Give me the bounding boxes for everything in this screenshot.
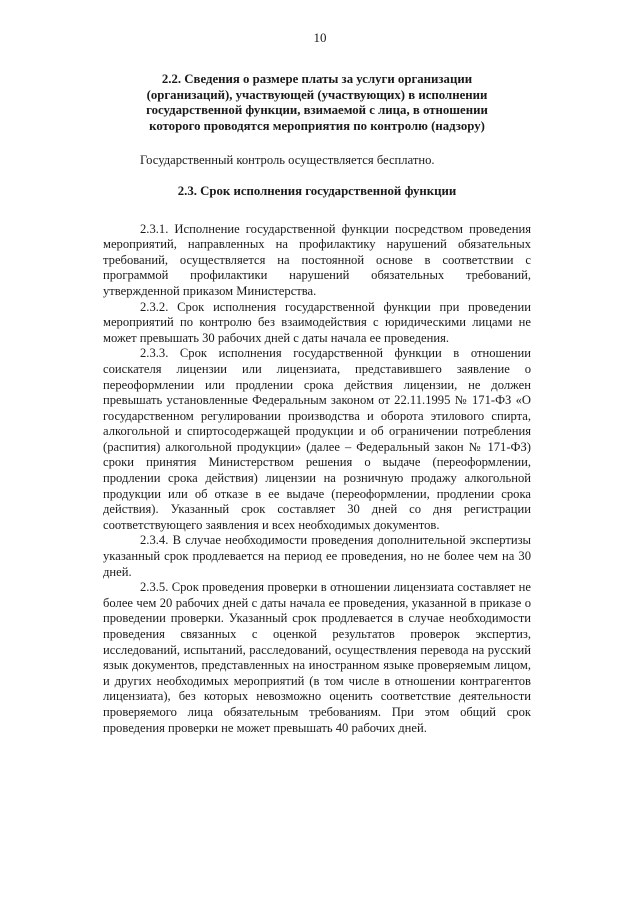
spacer: [103, 200, 531, 222]
page-number: 10: [313, 30, 327, 45]
spacer: [103, 134, 531, 153]
paragraph-2-3-2: 2.3.2. Срок исполнения государственной функции при проведении мероприятий по контролю без взаимодействия с юридическими лицами не может превышать 30 рабочих дней с даты начала ее проведения.: [103, 299, 531, 345]
paragraph-2-3-5: 2.3.5. Срок проведения проверки в отношении лицензиата составляет не более чем 20 рабочих дней с даты начала ее проведения, указанной в приказе о проведении проверки. Указанный срок продлевается в случае необходимости проведения связанных с оценкой результатов проверок экспертиз, исследований, испытаний, расследований, осуществления перевода на русский язык документов, представленных на иностранном языке проверяемым лицом, и других необходимых мероприятий (в том числе в отношении контрагентов лицензиата), без которых невозможно оценить соответствие деятельности проверяемого лица обязательным требованиям. При этом общий срок проведения проверки не может превышать 40 рабочих дней.: [103, 580, 531, 735]
page-content: [103, 72, 531, 736]
paragraph-2-3-1: 2.3.1. Исполнение государственной функции посредством проведения мероприятий, направленных на профилактику нарушений обязательных требований, осуществляется на постоянной основе в соответствии с программой профилактики нарушений обязательных требований, утвержденной приказом Министерства.: [103, 221, 531, 298]
section-2-3-heading: 2.3. Срок исполнения государственной функции: [177, 183, 457, 198]
paragraph-2-3-4: 2.3.4. В случае необходимости проведения дополнительной экспертизы указанный срок продлевается на период ее проведения, но не более чем на 30 дней.: [103, 533, 531, 579]
paragraph-2-3-3: 2.3.3. Срок исполнения государственной функции в отношении соискателя лицензии или лицензиата, представившего заявление о переоформлении или продлении срока действия лицензии, не должен превышать установленные Федеральным законом от 22.11.1995 № 171-ФЗ «О государственном регулировании производства и оборота этилового спирта, алкогольной и спиртосодержащей продукции и об ограничении потребления (распития) алкогольной продукции» (далее – Федеральный закон № 171-ФЗ) сроки принятия Министерством решения о выдаче (переоформлении, продлении срока действия) лицензии на розничную продажу алкогольной продукции или об отказе в ее выдаче (переоформлении, продлении срока действия). Указанный срок составляет 30 дней со дня регистрации соответствующего заявления и всех необходимых документов.: [103, 346, 531, 532]
spacer: [103, 169, 531, 184]
section-2-2-text: Государственный контроль осуществляется бесплатно.: [140, 153, 435, 168]
section-2-2-heading: 2.2. Сведения о размере платы за услуги организации (организаций), участвующей (участвующих) в исполнении государственной функции, взимаемой с лица, в отношении которого проводятся мероприятия по контролю (надзору): [146, 72, 488, 133]
